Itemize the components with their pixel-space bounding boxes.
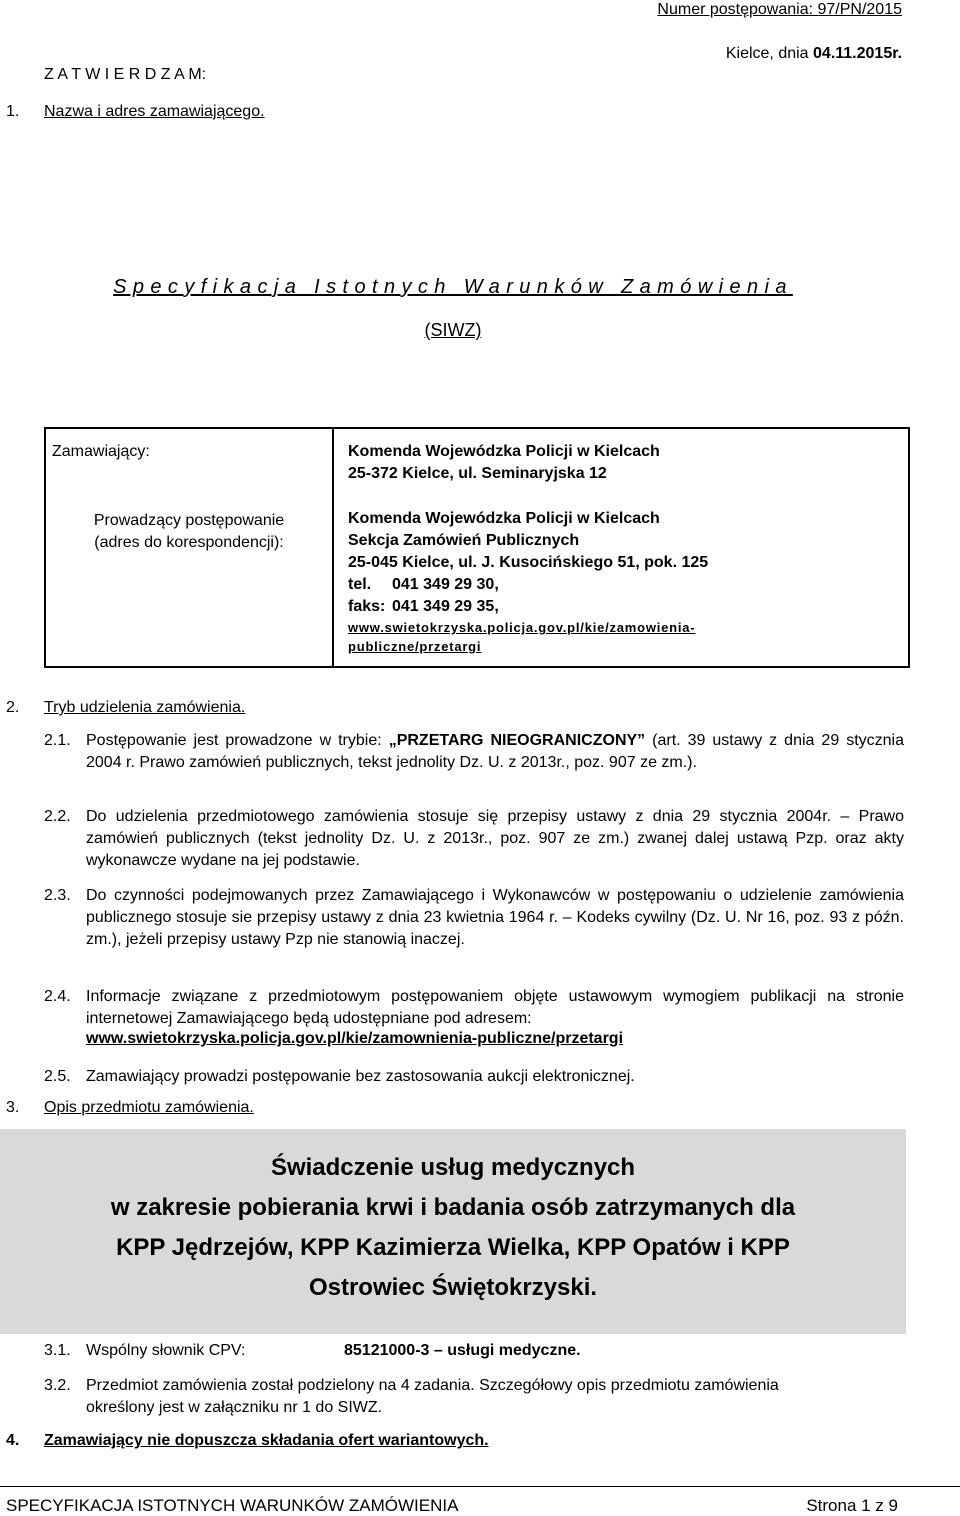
item-2-1-part-3: (art. 39 ustawy z dnia 29 stycznia 2004 r. Prawo zamówień publicznych, tekst jednolity Dz. U. z 2013r., poz. 907 ze zm.).: [86, 732, 905, 771]
row1-label: Zamawiający:: [52, 443, 150, 460]
fax-line: [348, 596, 908, 618]
document-abbreviation: (SIWZ): [424, 320, 482, 340]
item-2-3-text: Do czynności podejmowanych przez Zamawiającego i Wykonawców w postępowaniu o udzielenie zamówienia publicznego stosuje sie przepisy ustawy z dnia 23 kwietnia 1964 r. – Kodeks cywilny (Dz. U. Nr 16, poz. 93 z późn. zm.), jeżeli przepisy ustawy Pzp nie stanowią inaczej.: [86, 887, 904, 948]
item-3-1-number: 3.1.: [44, 1342, 71, 1359]
section-4-title: Zamawiający nie dopuszcza składania ofert wariantowych.: [44, 1432, 489, 1449]
item-2-2-number: 2.2.: [44, 808, 71, 825]
document-date: [726, 45, 902, 63]
phone-label: tel.: [348, 576, 372, 593]
subject-highlight-text: [0, 1148, 906, 1308]
document-title: Specyfikacja Istotnych Warunków Zamówienia: [113, 276, 793, 298]
row2-line-3: 25-045 Kielce, ul. J. Kusocińskiego 51, pok. 125: [348, 554, 709, 571]
section-2-number: 2.: [6, 699, 20, 716]
item-2-1-number: 2.1.: [44, 732, 71, 749]
case-number: Numer postępowania: 97/PN/2015: [657, 1, 902, 18]
item-2-5-number: 2.5.: [44, 1068, 71, 1085]
subject-line-1: Świadczenie usług medycznych: [270, 1154, 636, 1181]
subject-line-4: Ostrowiec Świętokrzyski.: [308, 1274, 598, 1301]
cpv-value: 85121000-3 – usługi medyczne.: [344, 1342, 581, 1359]
section-2-title: Tryb udzielenia zamówienia.: [44, 699, 246, 716]
date-value: 04.11.2015r.: [813, 45, 902, 62]
website-link-line-2[interactable]: publiczne/przetargi: [348, 639, 482, 654]
row2-line-2: Sekcja Zamówień Publicznych: [348, 532, 580, 549]
address-table: [44, 427, 910, 668]
cpv-label: Wspólny słownik CPV:: [86, 1342, 246, 1359]
item-3-2-number: 3.2.: [44, 1377, 71, 1394]
item-2-1-text: [86, 730, 904, 774]
subject-line-3: KPP Jędrzejów, KPP Kazimierza Wielka, KPP Opatów i KPP: [116, 1234, 790, 1261]
date-prefix: Kielce, dnia: [725, 45, 814, 62]
phone-line: [348, 574, 908, 596]
row2-line-1: Komenda Wojewódzka Policji w Kielcach: [348, 510, 660, 527]
section-3-title: Opis przedmiotu zamówienia.: [44, 1099, 254, 1116]
footer-document-name: SPECYFIKACJA ISTOTNYCH WARUNKÓW ZAMÓWIENIA: [6, 1496, 459, 1515]
item-2-1-part-1: Postępowanie jest prowadzone w trybie:: [86, 732, 389, 749]
fax-number: 041 349 29 35,: [392, 598, 499, 615]
row1-line-1: Komenda Wojewódzka Policji w Kielcach: [348, 443, 660, 460]
row2-value-cell: [333, 492, 909, 667]
item-2-4-number: 2.4.: [44, 988, 71, 1005]
row2-label-line-1: Prowadzący postępowanie: [93, 512, 285, 529]
section-1-number: 1.: [6, 103, 20, 120]
subject-line-2: w zakresie pobierania krwi i badania osób zatrzymanych dla: [110, 1194, 796, 1221]
row2-label-line-2: (adres do korespondencji):: [94, 534, 284, 551]
item-2-3-number: 2.3.: [44, 887, 71, 904]
row1-label-cell: [45, 428, 333, 492]
section-1-title: Nazwa i adres zamawiającego.: [44, 103, 265, 120]
row2-label-cell: [45, 492, 333, 667]
procedure-type: „PRZETARG NIEOGRANICZONY”: [388, 732, 646, 749]
item-2-2-text: Do udzielenia przedmiotowego zamówienia stosuje się przepisy ustawy z dnia 29 stycznia 2004r. – Prawo zamówień publicznych (tekst jednolity Dz. U. z 2013r., poz. 907 ze zm.) zwanej dalej ustawą Pzp. oraz akty wykonawcze wydane na jej podstawie.: [86, 808, 904, 869]
item-2-5-text: Zamawiający prowadzi postępowanie bez zastosowania aukcji elektronicznej.: [86, 1068, 635, 1085]
website-link-line-1[interactable]: www.swietokrzyska.policja.gov.pl/kie/zamowienia-: [348, 620, 696, 635]
phone-number: 041 349 29 30,: [392, 576, 499, 593]
item-2-4-text: Informacje związane z przedmiotowym postępowaniem objęte ustawowym wymogiem publikacji na stronie internetowej Zamawiającego będą udostępniane pod adresem:: [86, 988, 904, 1027]
row1-value-cell: [333, 428, 909, 492]
item-2-4-link[interactable]: www.swietokrzyska.policja.gov.pl/kie/zamownienia-publiczne/przetargi: [86, 1030, 624, 1047]
item-3-2-text: Przedmiot zamówienia został podzielony na 4 zadania. Szczegółowy opis przedmiotu zamówienia określony jest w załączniku nr 1 do SIWZ.: [86, 1377, 779, 1416]
row1-line-2: 25-372 Kielce, ul. Seminaryjska 12: [348, 465, 607, 482]
footer-divider: [0, 1486, 960, 1487]
section-4-number: 4.: [6, 1432, 20, 1449]
footer-page-number: Strona 1 z 9: [806, 1496, 898, 1515]
approve-label: Z A T W I E R D Z A M:: [44, 66, 207, 83]
fax-label: faks:: [348, 598, 386, 615]
section-3-number: 3.: [6, 1099, 20, 1116]
